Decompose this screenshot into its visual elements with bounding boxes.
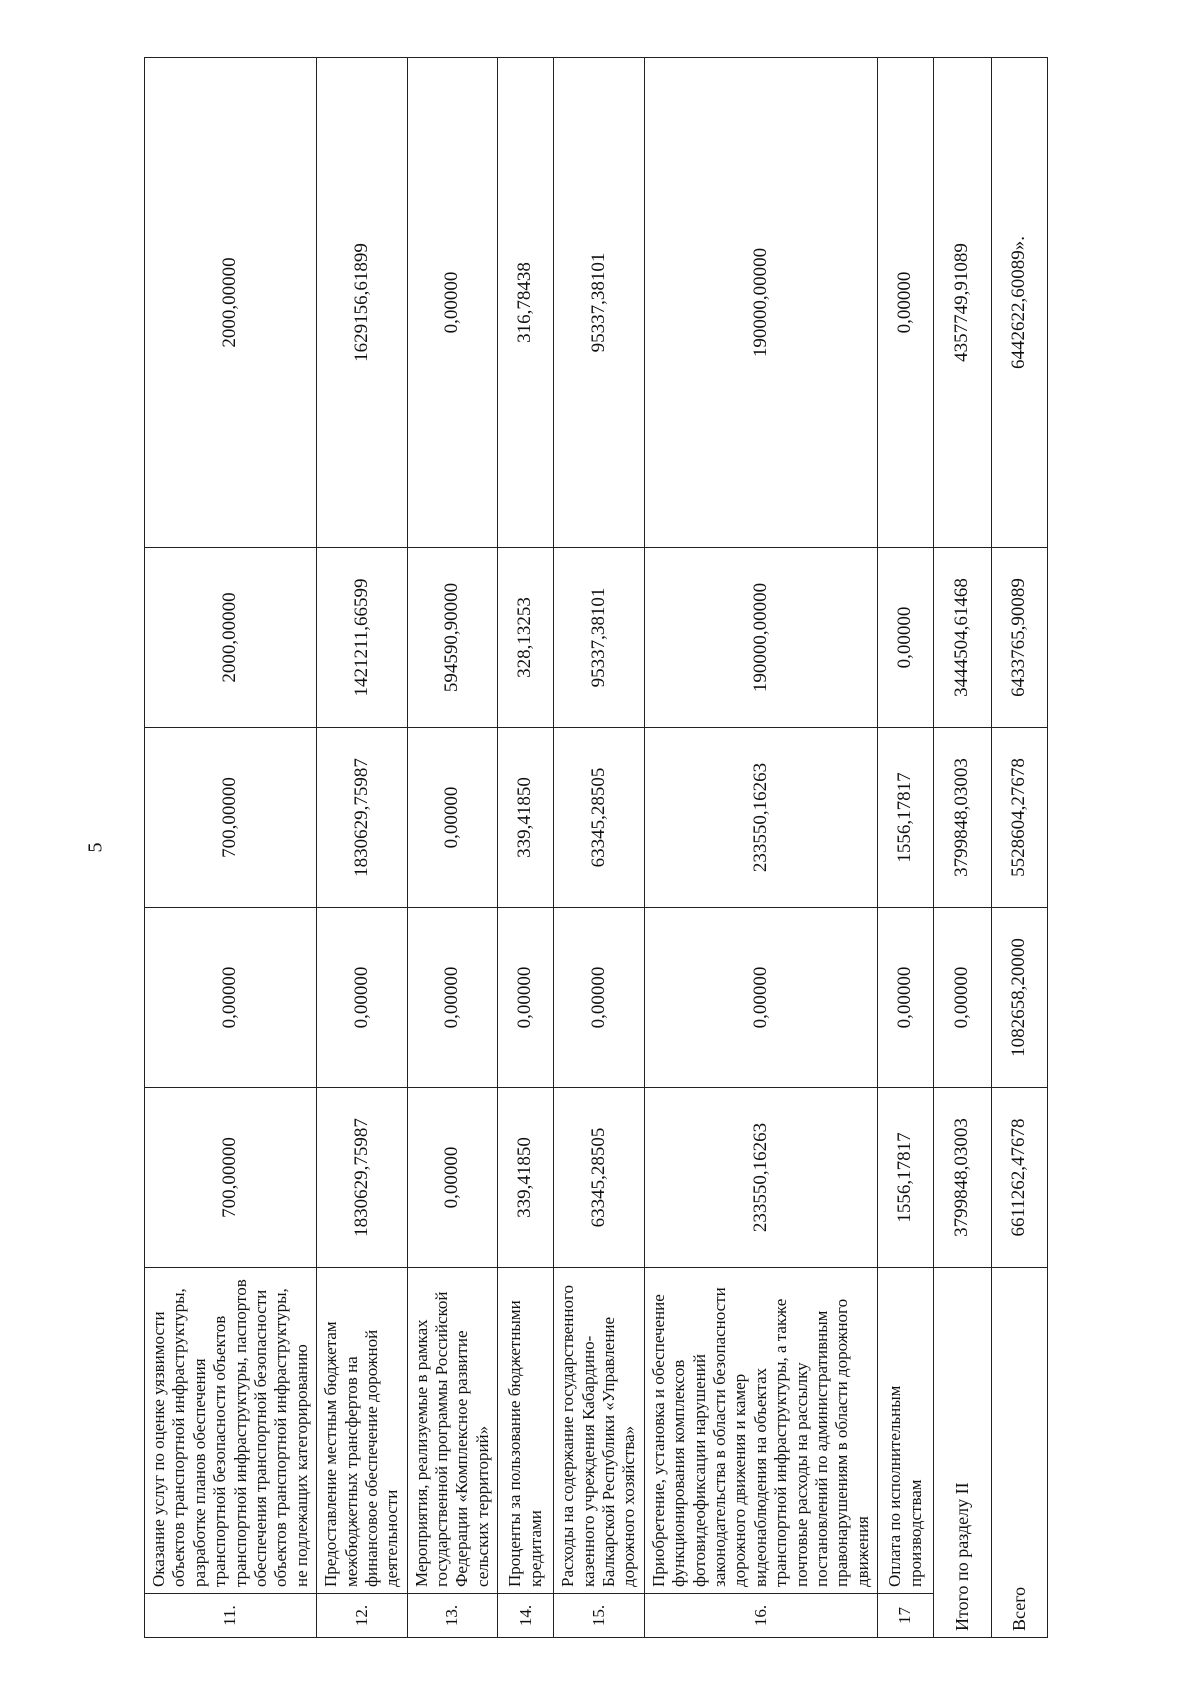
value-cell: 700,00000	[145, 728, 317, 908]
value-cell: 0,00000	[407, 908, 498, 1088]
value-cell: 0,00000	[407, 1088, 498, 1268]
row-name: Мероприятия, реализуемые в рамках государственной программы Российской Федерации «Комплексное развитие сельских территорий»	[407, 1268, 498, 1594]
value-cell: 0,00000	[407, 58, 498, 548]
value-cell: 339,41850	[498, 728, 554, 908]
value-cell: 316,78438	[498, 58, 554, 548]
value-cell: 190000,00000	[644, 548, 877, 728]
value-cell: 3444504,61468	[934, 548, 992, 728]
value-cell: 6442622,60089».	[992, 58, 1048, 548]
value-cell: 1421211,66599	[317, 548, 408, 728]
value-cell: 339,41850	[498, 1088, 554, 1268]
row-number: 11.	[145, 1594, 317, 1638]
value-cell: 3799848,03003	[934, 1088, 992, 1268]
value-cell: 95337,38101	[554, 548, 645, 728]
value-cell: 1556,17817	[878, 728, 934, 908]
row-name: Оплата по исполнительным производствам	[878, 1268, 934, 1594]
value-cell: 190000,00000	[644, 58, 877, 548]
value-cell: 1830629,75987	[317, 728, 408, 908]
value-cell: 5528604,27678	[992, 728, 1048, 908]
value-cell: 233550,16263	[644, 728, 877, 908]
row-name: Предоставление местным бюджетам межбюджетных трансфертов на финансовое обеспечение дорожной деятельности	[317, 1268, 408, 1594]
value-cell: 2000,00000	[145, 58, 317, 548]
value-cell: 95337,38101	[554, 58, 645, 548]
table-row	[145, 58, 317, 1638]
value-cell: 328,13253	[498, 548, 554, 728]
row-name: Приобретение, установка и обеспечение функционирования комплексов фотовидеофиксации нарушений законодательства в области безопасности дорожного движения и камер видеонаблюдения на объектах транспортной инфраструктуры, а также почтовые расходы на рассылку постановлений по административным правонарушениям в области дорожного движения	[644, 1268, 877, 1594]
page-number: 5	[84, 842, 107, 853]
value-cell: 0,00000	[644, 908, 877, 1088]
table-row	[498, 58, 554, 1638]
total-row	[992, 58, 1048, 1638]
value-cell: 1082658,20000	[992, 908, 1048, 1088]
table-row	[878, 58, 934, 1638]
row-number: 17	[878, 1594, 934, 1638]
value-cell: 700,00000	[145, 1088, 317, 1268]
value-cell: 0,00000	[878, 908, 934, 1088]
value-cell: 1629156,61899	[317, 58, 408, 548]
value-cell: 0,00000	[934, 908, 992, 1088]
value-cell: 63345,28505	[554, 1088, 645, 1268]
row-name: Оказание услуг по оценке уязвимости объектов транспортной инфраструктуры, разработке планов обеспечения транспортной безопасности объектов транспортной инфраструктуры, паспортов обеспечения транспортной безопасности объектов транспортной инфраструктуры, не подлежащих категорированию	[145, 1268, 317, 1594]
value-cell: 6611262,47678	[992, 1088, 1048, 1268]
table-row	[317, 58, 408, 1638]
value-cell: 0,00000	[317, 908, 408, 1088]
table-row	[644, 58, 877, 1638]
value-cell: 3799848,03003	[934, 728, 992, 908]
subtotal-label: Итого по разделу II	[934, 1268, 992, 1638]
value-cell: 0,00000	[878, 548, 934, 728]
value-cell: 0,00000	[145, 908, 317, 1088]
total-label: Всего	[992, 1268, 1048, 1638]
value-cell: 0,00000	[498, 908, 554, 1088]
value-cell: 0,00000	[878, 58, 934, 548]
budget-table	[144, 57, 1048, 1638]
value-cell: 0,00000	[407, 728, 498, 908]
rotated-table-wrapper	[144, 58, 1030, 1638]
value-cell: 1830629,75987	[317, 1088, 408, 1268]
value-cell: 0,00000	[554, 908, 645, 1088]
row-name: Проценты за пользование бюджетными кредитами	[498, 1268, 554, 1594]
value-cell: 233550,16263	[644, 1088, 877, 1268]
row-number: 16.	[644, 1594, 877, 1638]
subtotal-row	[934, 58, 992, 1638]
value-cell: 6433765,90089	[992, 548, 1048, 728]
value-cell: 594590,90000	[407, 548, 498, 728]
value-cell: 1556,17817	[878, 1088, 934, 1268]
value-cell: 63345,28505	[554, 728, 645, 908]
value-cell: 4357749,91089	[934, 58, 992, 548]
value-cell: 2000,00000	[145, 548, 317, 728]
table-row	[407, 58, 498, 1638]
row-number: 12.	[317, 1594, 408, 1638]
table-row	[554, 58, 645, 1638]
row-number: 14.	[498, 1594, 554, 1638]
row-number: 13.	[407, 1594, 498, 1638]
row-number: 15.	[554, 1594, 645, 1638]
row-name: Расходы на содержание государственного казенного учреждения Кабардино-Балкарской Республики «Управление дорожного хозяйства»	[554, 1268, 645, 1594]
